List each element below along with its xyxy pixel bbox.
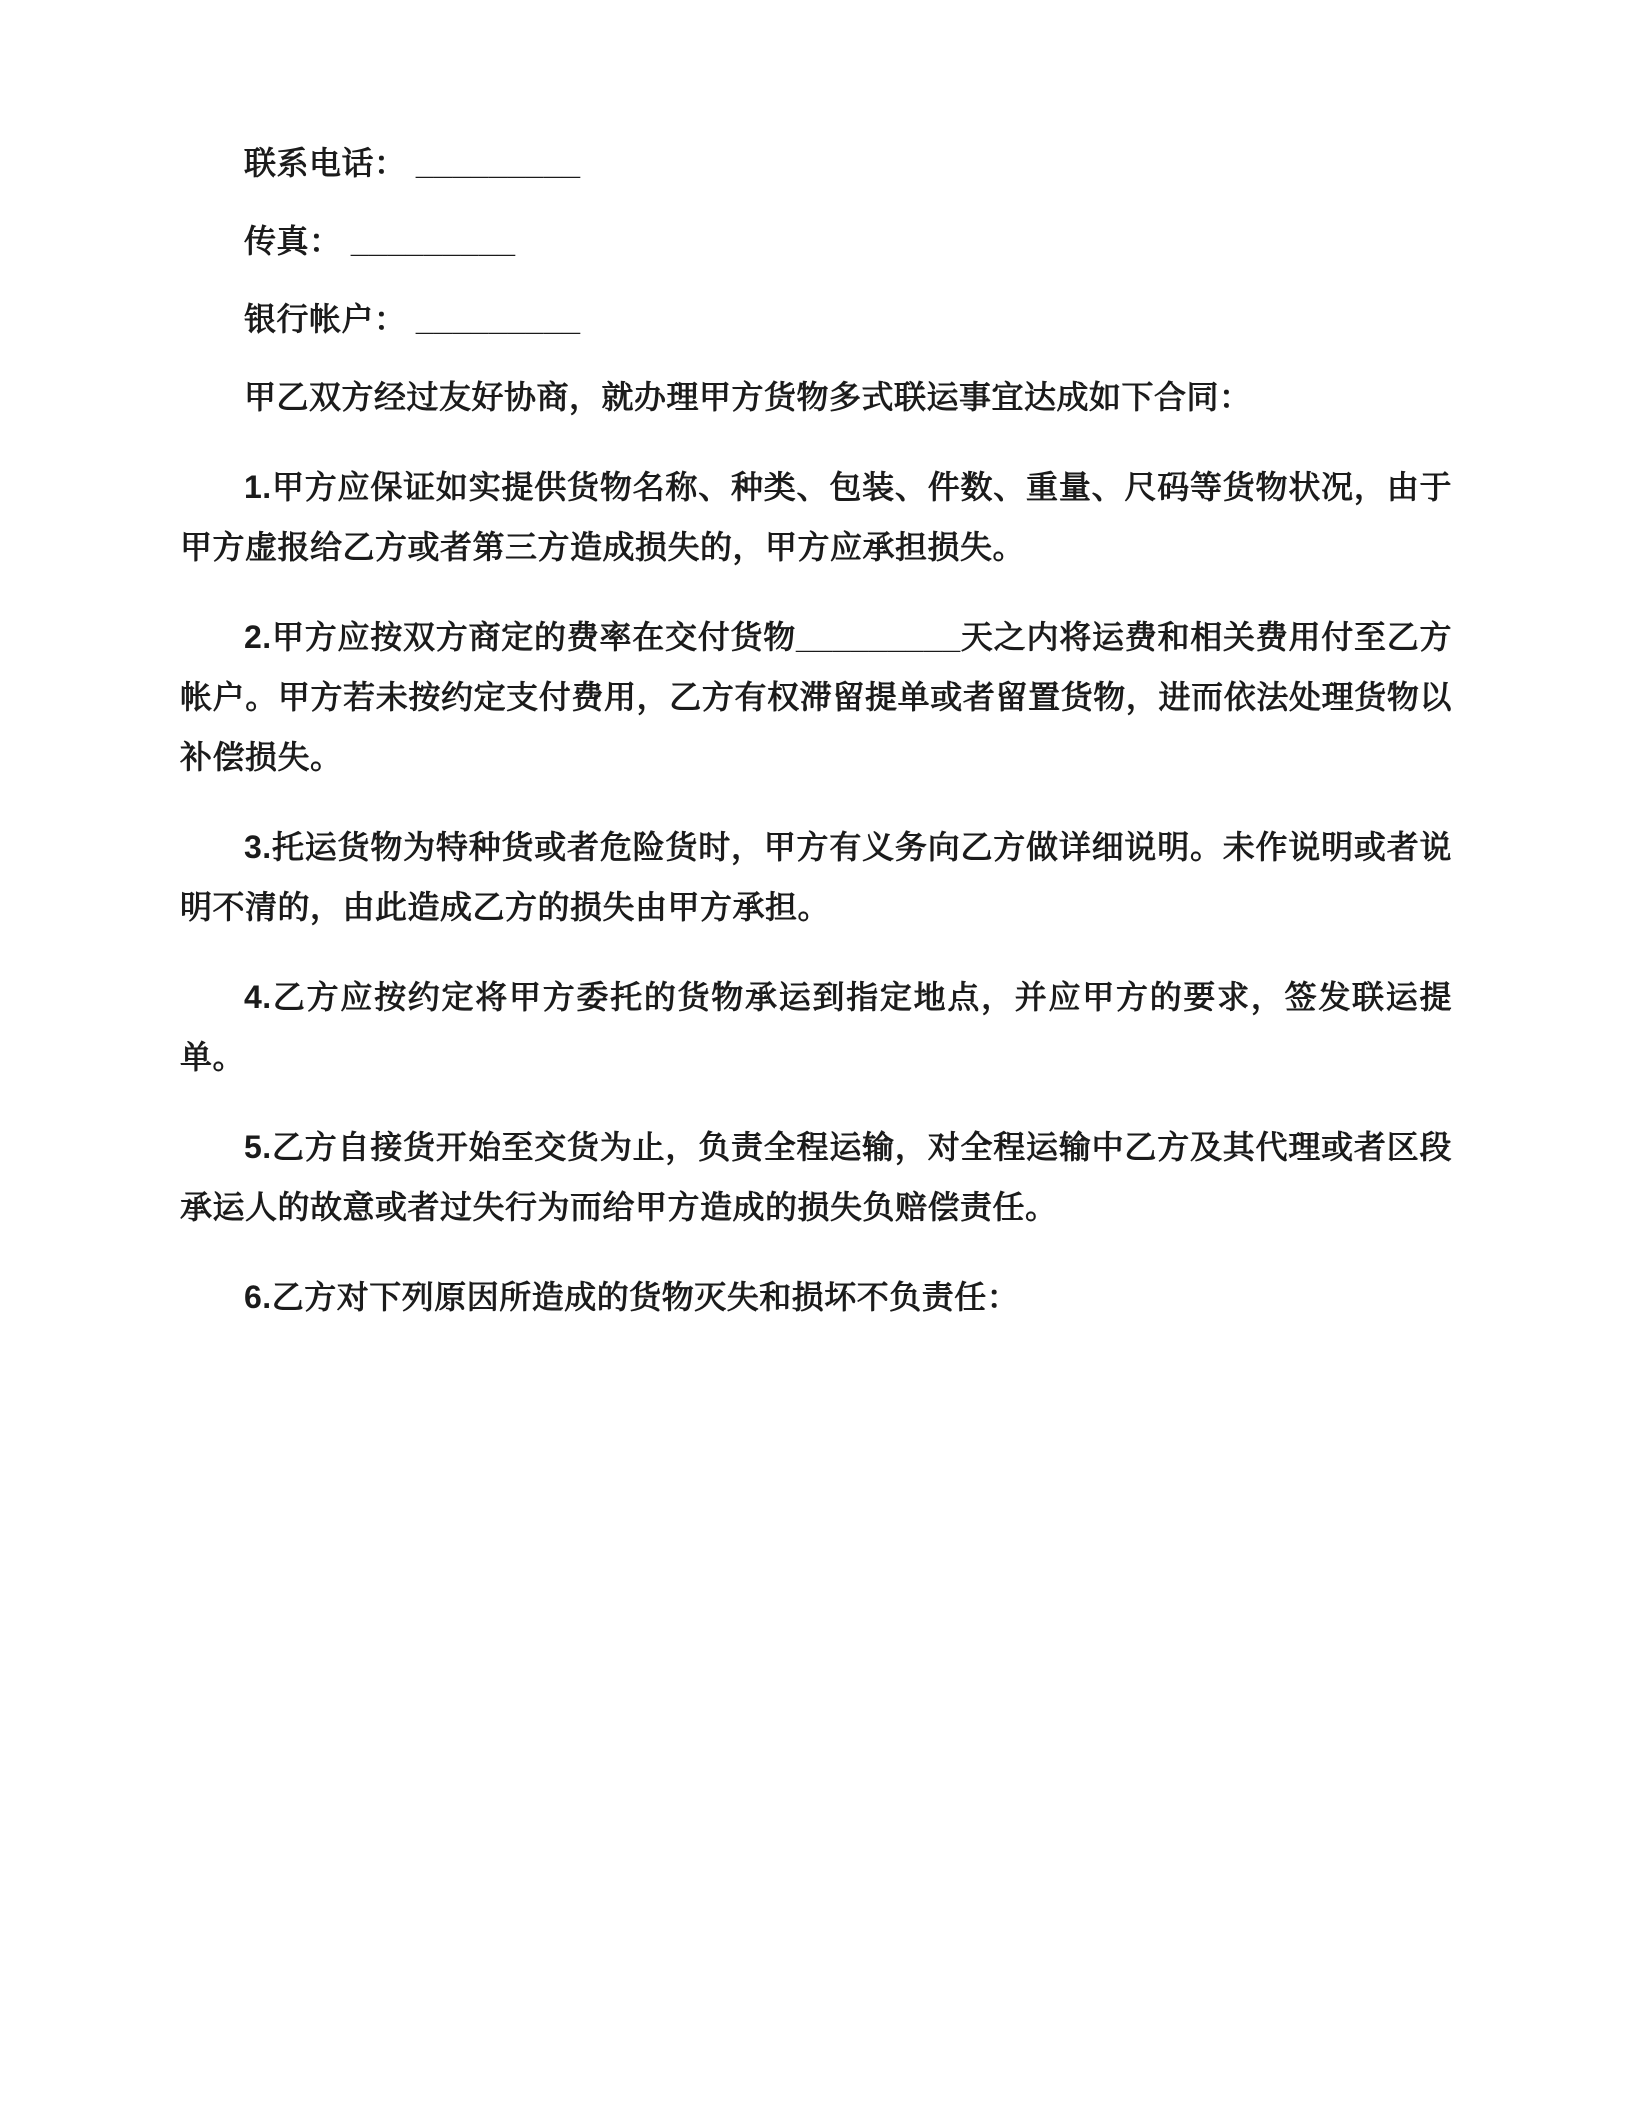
field-bank-account: 银行帐户： _________: [244, 301, 581, 337]
clause-2: 2.甲方应按双方商定的费率在交付货物_________天之内将运费和相关费用付至乙方帐户。甲方若未按约定支付费用，乙方有权滞留提单或者留置货物，进而依法处理货物以补偿损失。: [180, 619, 1452, 775]
intro-paragraph: 甲乙双方经过友好协商，就办理甲方货物多式联运事宜达成如下合同：: [244, 379, 1252, 415]
clause-5: 5.乙方自接货开始至交货为止，负责全程运输，对全程运输中乙方及其代理或者区段承运人的故意或者过失行为而给甲方造成的损失负赔偿责任。: [180, 1129, 1452, 1225]
field-contact-phone: 联系电话： _________: [244, 145, 581, 181]
field-fax: 传真： _________: [244, 223, 516, 259]
clause-4: 4.乙方应按约定将甲方委托的货物承运到指定地点，并应甲方的要求，签发联运提单。: [180, 979, 1452, 1075]
clause-6: 6.乙方对下列原因所造成的货物灭失和损坏不负责任：: [244, 1279, 1020, 1315]
clause-1: 1.甲方应保证如实提供货物名称、种类、包装、件数、重量、尺码等货物状况，由于甲方虚报给乙方或者第三方造成损失的，甲方应承担损失。: [180, 469, 1452, 565]
clause-3: 3.托运货物为特种货或者危险货时，甲方有义务向乙方做详细说明。未作说明或者说明不清的，由此造成乙方的损失由甲方承担。: [180, 829, 1452, 925]
